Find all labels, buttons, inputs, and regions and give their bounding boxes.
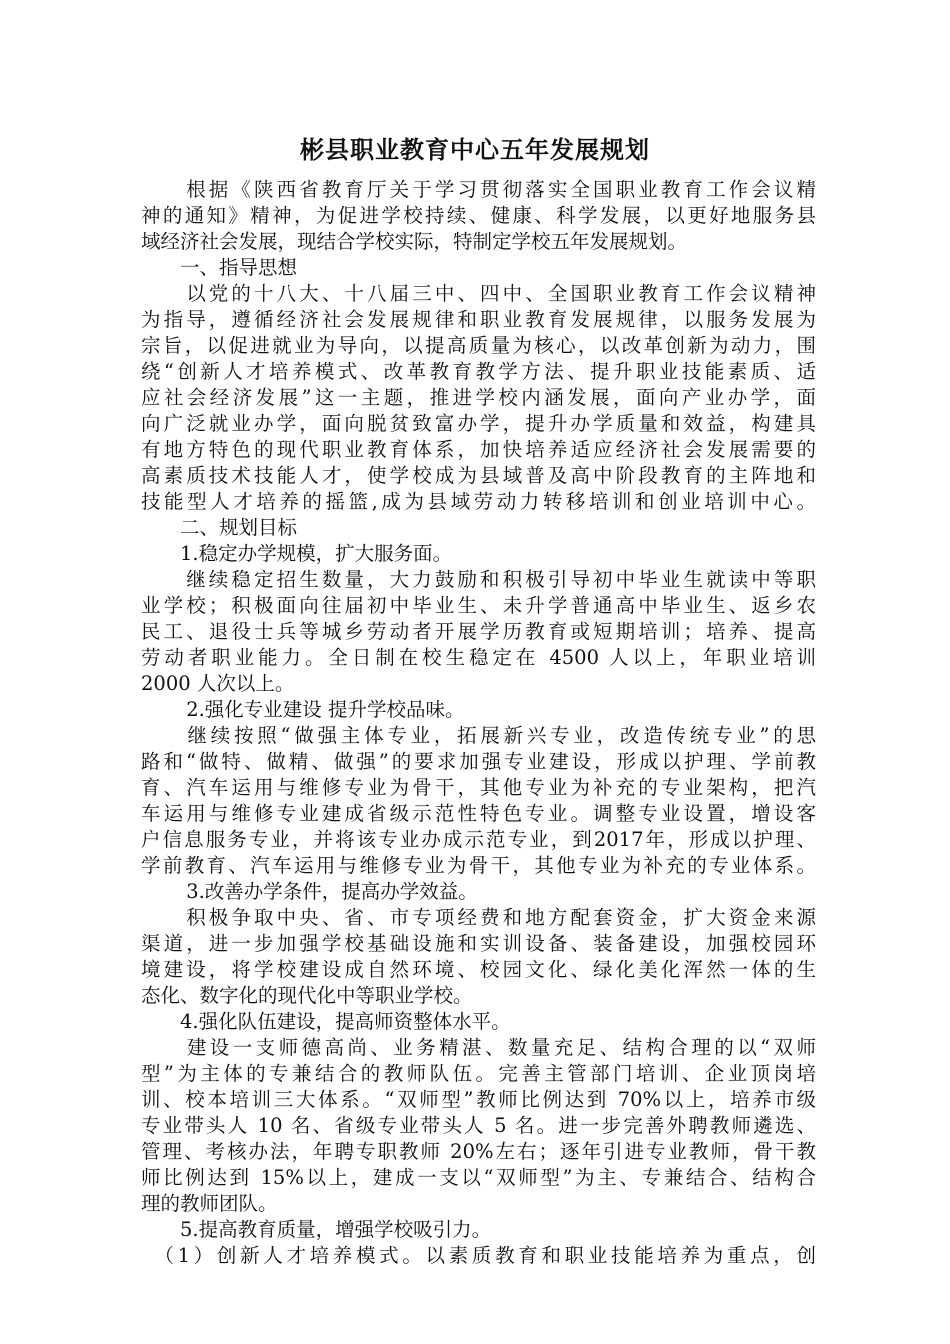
paragraph-line: 师比例达到 15%以上，建成一支以“双师型”为主、专兼结合、结构合 xyxy=(141,1166,816,1189)
paragraph-line: 户信息服务专业，并将该专业办成示范专业，到2017年，形成以护理、 xyxy=(141,828,816,851)
subsection-heading: 5.提高教育质量，增强学校吸引力。 xyxy=(141,1218,492,1241)
paragraph-line: 继续稳定招生数量，大力鼓励和积极引导初中毕业生就读中等职 xyxy=(141,568,816,591)
paragraph-line: 育、汽车运用与维修专业为骨干，其他专业为补充的专业架构，把汽 xyxy=(141,776,816,799)
paragraph-line: 学前教育、汽车运用与维修专业为骨干，其他专业为补充的专业体系。 xyxy=(141,854,816,877)
paragraph-line: 以党的十八大、十八届三中、四中、全国职业教育工作会议精神 xyxy=(141,282,816,305)
section-heading: 二、规划目标 xyxy=(141,516,298,539)
paragraph-line: 劳动者职业能力。全日制在校生稳定在 4500 人以上，年职业培训 xyxy=(141,646,816,669)
subsection-heading: 1.稳定办学规模，扩大服务面。 xyxy=(141,542,453,565)
paragraph-line: 建设一支师德高尚、业务精湛、数量充足、结构合理的以“双师 xyxy=(141,1036,816,1059)
paragraph-line: 有地方特色的现代职业教育体系，加快培养适应经济社会发展需要的 xyxy=(141,438,816,461)
subsection-heading: 2.强化专业建设 提升学校品味。 xyxy=(141,698,465,721)
paragraph-line: 路和“做特、做精、做强”的要求加强专业建设，形成以护理、学前教 xyxy=(141,750,816,773)
paragraph-line: 民工、退役士兵等城乡劳动者开展学历教育或短期培训；培养、提高 xyxy=(141,620,816,643)
paragraph-line: 专业带头人 10 名、省级专业带头人 5 名。进一步完善外聘教师遴选、 xyxy=(141,1114,816,1137)
paragraph-line: 车运用与维修专业建成省级示范性特色专业。调整专业设置，增设客 xyxy=(141,802,816,825)
paragraph-line: 2000 人次以上。 xyxy=(141,672,295,695)
section-heading: 一、指导思想 xyxy=(141,256,298,279)
paragraph-line: 管理、考核办法，年聘专职教师 20%左右；逐年引进专业教师，骨干教 xyxy=(141,1140,816,1163)
paragraph-line: 继续按照“做强主体专业，拓展新兴专业，改造传统专业”的思 xyxy=(141,724,816,747)
subsection-heading: 4.强化队伍建设，提高师资整体水平。 xyxy=(141,1010,511,1033)
paragraph-line: 积极争取中央、省、市专项经费和地方配套资金，扩大资金来源 xyxy=(141,906,816,929)
document-title: 彬县职业教育中心五年发展规划 xyxy=(300,135,650,164)
paragraph-line: 技能型人才培养的摇篮,成为县域劳动力转移培训和创业培训中心。 xyxy=(141,490,816,513)
paragraph-line: 态化、数字化的现代化中等职业学校。 xyxy=(141,984,473,1007)
paragraph-line: 高素质技术技能人才，使学校成为县域普及高中阶段教育的主阵地和 xyxy=(141,464,816,487)
paragraph-line: 训、校本培训三大体系。“双师型”教师比例达到 70%以上，培养市级 xyxy=(141,1088,816,1111)
paragraph-line: 境建设，将学校建设成自然环境、校园文化、绿化美化浑然一体的生 xyxy=(141,958,816,981)
paragraph-line: 绕“创新人才培养模式、改革教育教学方法、提升职业技能素质、适 xyxy=(141,360,816,383)
paragraph-line: 为指导，遵循经济社会发展规律和职业教育发展规律，以服务发展为 xyxy=(141,308,816,331)
paragraph-line: 型”为主体的专兼结合的教师队伍。完善主管部门培训、企业顶岗培 xyxy=(141,1062,816,1085)
paragraph-line: （1）创新人才培养模式。以素质教育和职业技能培养为重点，创 xyxy=(141,1244,816,1267)
paragraph-line: 渠道，进一步加强学校基础设施和实训设备、装备建设，加强校园环 xyxy=(141,932,816,955)
paragraph-line: 应社会经济发展”这一主题，推进学校内涵发展，面向产业办学，面 xyxy=(141,386,816,409)
paragraph-line: 业学校；积极面向往届初中毕业生、未升学普通高中毕业生、返乡农 xyxy=(141,594,816,617)
subsection-heading: 3.改善办学条件，提高办学效益。 xyxy=(141,880,478,903)
paragraph-line: 向广泛就业办学，面向脱贫致富办学，提升办学质量和效益，构建具 xyxy=(141,412,816,435)
paragraph-line: 域经济社会发展，现结合学校实际，特制定学校五年发展规划。 xyxy=(141,230,688,253)
paragraph-line: 理的教师团队。 xyxy=(141,1192,278,1215)
paragraph-line: 根据《陕西省教育厅关于学习贯彻落实全国职业教育工作会议精 xyxy=(141,178,816,201)
paragraph-line: 神的通知》精神，为促进学校持续、健康、科学发展，以更好地服务县 xyxy=(141,204,816,227)
paragraph-line: 宗旨，以促进就业为导向，以提高质量为核心，以改革创新为动力，围 xyxy=(141,334,816,357)
